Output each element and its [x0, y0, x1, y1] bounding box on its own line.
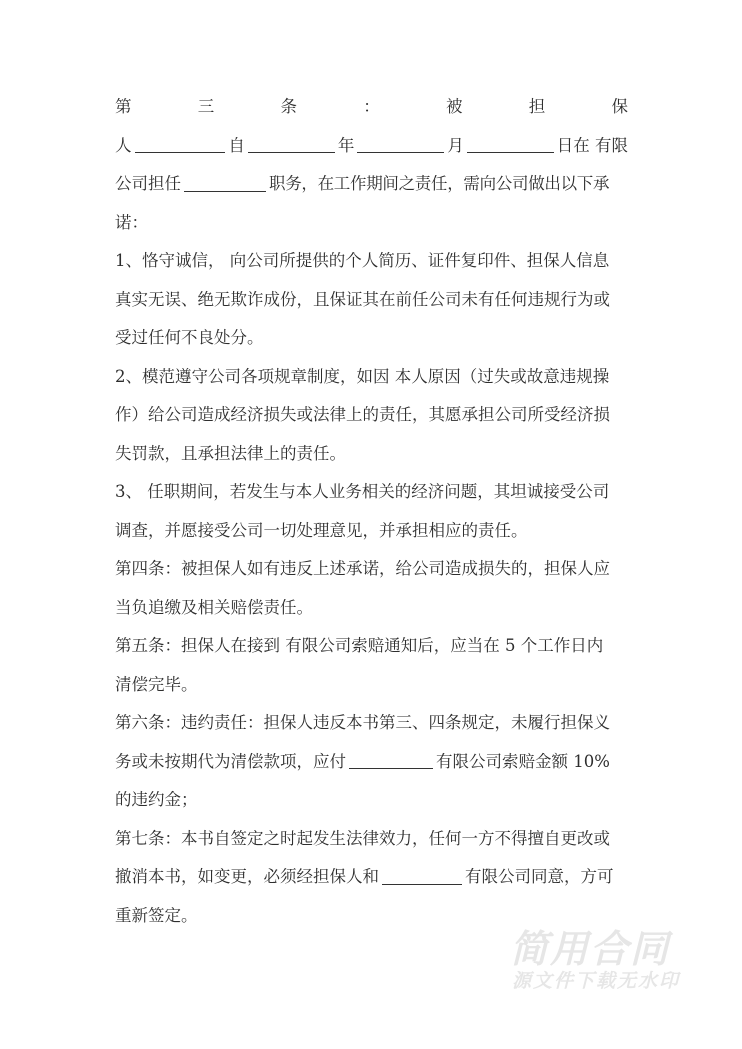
item1-line: 1、恪守诚信， 向公司所提供的个人简历、证件复印件、担保人信息	[115, 251, 610, 270]
article3-line4: 诺：	[115, 212, 148, 232]
title-char: 担	[528, 97, 546, 116]
article3-line3	[115, 165, 628, 204]
item2-line: 失罚款，且承担法律上的责任。	[115, 443, 346, 463]
text: 月	[447, 135, 464, 155]
title-char: 第	[115, 97, 132, 116]
text: 年	[337, 135, 355, 155]
item3-line: 调查，并愿接受公司一切处理意见，并承担相应的责任。	[115, 520, 528, 540]
article7-line: 第七条：本书自签定之时起发生法律效力，任何一方不得擅自更改或	[115, 828, 610, 848]
text: 人	[115, 135, 132, 155]
text: 有限公司索赔金额 10%	[436, 751, 610, 771]
watermark-subtitle: 源文件下载无水印	[512, 970, 681, 992]
text: 务或未按期代为清偿款项，应付	[115, 751, 346, 771]
text: 有限公司同意，方可	[465, 867, 614, 886]
title-char: 三	[197, 97, 215, 116]
text: 撤消本书，如变更，必须经担保人和	[115, 867, 379, 886]
day-blank[interactable]	[467, 138, 554, 153]
article3-title	[115, 88, 628, 127]
article4-line: 当负追缴及相关赔偿责任。	[115, 597, 313, 617]
company-name-blank[interactable]	[382, 870, 462, 885]
company-name-blank[interactable]	[349, 754, 433, 769]
title-char: 被	[446, 97, 463, 116]
item2-line: 2、模范遵守公司各项规章制度，如因 本人原因（过失或故意违规操	[115, 366, 610, 386]
article7-line2	[115, 858, 628, 897]
item1-line: 真实无误、绝无欺诈成份，且保证其在前任公司未有任何违规行为或	[115, 289, 610, 309]
watermark-title: 简用合同	[510, 927, 671, 971]
year-blank[interactable]	[248, 138, 335, 153]
guarantor-name-blank[interactable]	[135, 138, 226, 153]
text: 公司担任	[115, 174, 181, 193]
month-blank[interactable]	[357, 138, 444, 153]
title-char: 保	[611, 97, 628, 116]
article7-line: 重新签定。	[115, 905, 198, 925]
document-body	[115, 88, 628, 935]
text: 职务，在工作期间之责任，需向公司做出以下承	[269, 174, 610, 193]
text: 自	[228, 135, 245, 155]
article5-line: 第五条：担保人在接到 有限公司索赔通知后，应当在 5 个工作日内	[115, 636, 604, 655]
article4-line: 第四条：被担保人如有违反上述承诺，给公司造成损失的，担保人应	[115, 559, 610, 578]
article6-line: 第六条：违约责任：担保人违反本书第三、四条规定，未履行担保义	[115, 713, 610, 732]
title-char: 条	[280, 97, 297, 116]
item3-line: 3、 任职期间，若发生与本人业务相关的经济问题，其坦诚接受公司	[115, 482, 610, 501]
position-blank[interactable]	[184, 177, 266, 192]
text: 日在 有限	[556, 135, 629, 155]
item2-line: 作）给公司造成经济损失或法律上的责任，其愿承担公司所受经济损	[115, 405, 610, 424]
article6-line2	[115, 743, 628, 782]
article3-line2	[115, 127, 628, 166]
item1-line: 受过任何不良处分。	[115, 328, 264, 347]
title-char: ：	[363, 97, 380, 116]
article6-line: 的违约金；	[115, 790, 198, 809]
article5-line: 清偿完毕。	[115, 674, 198, 694]
